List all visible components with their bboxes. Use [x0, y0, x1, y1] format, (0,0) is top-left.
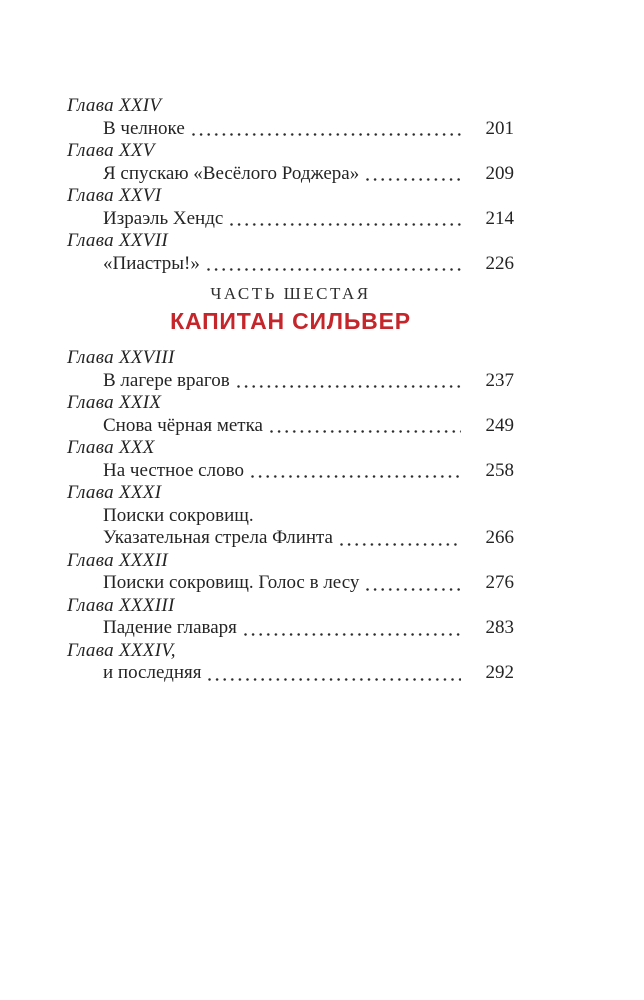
toc-entry [67, 437, 514, 482]
dot-leader [192, 118, 461, 141]
dot-leader [230, 208, 461, 231]
toc-entry [67, 347, 514, 392]
toc-entry-chapter: Глава XXIV [67, 95, 162, 116]
page-number: 226 [485, 252, 514, 274]
toc-entry [67, 595, 514, 640]
toc-entry [67, 550, 514, 595]
toc-entry-title-line [67, 163, 514, 186]
toc-entry-body [67, 572, 514, 595]
toc-entry-chapter: Глава XXX [67, 437, 155, 458]
page-number: 283 [485, 617, 514, 638]
toc-entry-title-line [67, 370, 514, 393]
toc-entry-body [67, 460, 514, 483]
toc-section-after-part [67, 347, 514, 685]
chapter-title-text: Поиски сокровищ. [103, 504, 254, 526]
toc-entry-chapter: Глава XXXII [67, 549, 168, 571]
toc-entry [67, 140, 514, 185]
dot-leader [270, 415, 461, 438]
part-heading [67, 284, 514, 334]
toc-entry-chapter: Глава XXVI [67, 185, 162, 206]
dot-leader [366, 163, 461, 186]
toc-entry-title-line [67, 208, 514, 231]
toc-entry-title-line [67, 662, 514, 685]
toc-entry-chapter: Глава XXVIII [67, 347, 175, 368]
dot-leader [244, 617, 461, 640]
chapter-title-text: Я спускаю «Весёлого Роджера» [103, 162, 360, 184]
toc-entry-body [67, 370, 514, 393]
toc-entry-chapter: Глава XXVII [67, 230, 168, 251]
chapter-title-text: Снова чёрная метка [103, 414, 263, 436]
chapter-title-text: В лагере врагов [103, 369, 230, 391]
toc-entry-body [67, 415, 514, 438]
part-kicker: ЧАСТЬ ШЕСТАЯ [210, 284, 371, 303]
page-number: 214 [485, 207, 514, 229]
dot-leader [340, 527, 461, 550]
part-title: КАПИТАН СИЛЬВЕР [170, 308, 411, 334]
toc-entry-chapter: Глава XXXIII [67, 594, 175, 616]
toc-entry [67, 482, 514, 550]
toc-entry-title-line [67, 253, 514, 276]
toc-entry-body [67, 253, 514, 276]
toc-entry-chapter: Глава XXXIV, [67, 639, 176, 661]
page-number: 209 [485, 162, 514, 184]
page-number: 249 [485, 414, 514, 436]
toc-entry-chapter: Глава XXV [67, 140, 155, 161]
toc-entry-title-line [67, 415, 514, 438]
chapter-title-text: Поиски сокровищ. Голос в лесу [103, 572, 360, 593]
toc-entry-chapter: Глава XXIX [67, 392, 162, 413]
table-of-contents [67, 95, 514, 685]
toc-entry-title-line [67, 572, 514, 595]
toc-entry-chapter: Глава XXXI [67, 482, 162, 503]
toc-entry-title-line [67, 460, 514, 483]
toc-entry-body [67, 118, 514, 141]
page-number: 201 [485, 117, 514, 139]
chapter-title-text: и последняя [103, 662, 202, 683]
dot-leader [208, 662, 461, 685]
toc-entry-body [67, 505, 514, 550]
toc-entry-title-line [67, 505, 514, 528]
chapter-title-text: «Пиастры!» [103, 252, 200, 274]
toc-entry-title-line [67, 617, 514, 640]
page-number: 276 [485, 572, 514, 593]
toc-entry-title-line [67, 118, 514, 141]
page-number: 237 [485, 369, 514, 391]
toc-entry-title-line [67, 527, 514, 550]
chapter-title-text: На честное слово [103, 459, 244, 481]
dot-leader [207, 253, 461, 276]
toc-entry [67, 185, 514, 230]
chapter-title-text: Указательная стрела Флинта [103, 527, 333, 548]
chapter-title-text: Падение главаря [103, 617, 237, 638]
toc-section-before-part [67, 95, 514, 275]
toc-entry-body [67, 617, 514, 640]
page-number: 258 [485, 459, 514, 481]
toc-entry [67, 392, 514, 437]
toc-entry [67, 95, 514, 140]
toc-entry-body [67, 208, 514, 231]
toc-entry-body [67, 662, 514, 685]
toc-entry [67, 640, 514, 685]
chapter-title-text: В челноке [103, 117, 185, 139]
dot-leader [251, 460, 461, 483]
toc-entry [67, 230, 514, 275]
page-number: 292 [485, 662, 514, 683]
toc-entry-body [67, 163, 514, 186]
page-number: 266 [485, 527, 514, 548]
dot-leader [366, 572, 461, 595]
dot-leader [237, 370, 461, 393]
chapter-title-text: Израэль Хендс [103, 207, 224, 229]
